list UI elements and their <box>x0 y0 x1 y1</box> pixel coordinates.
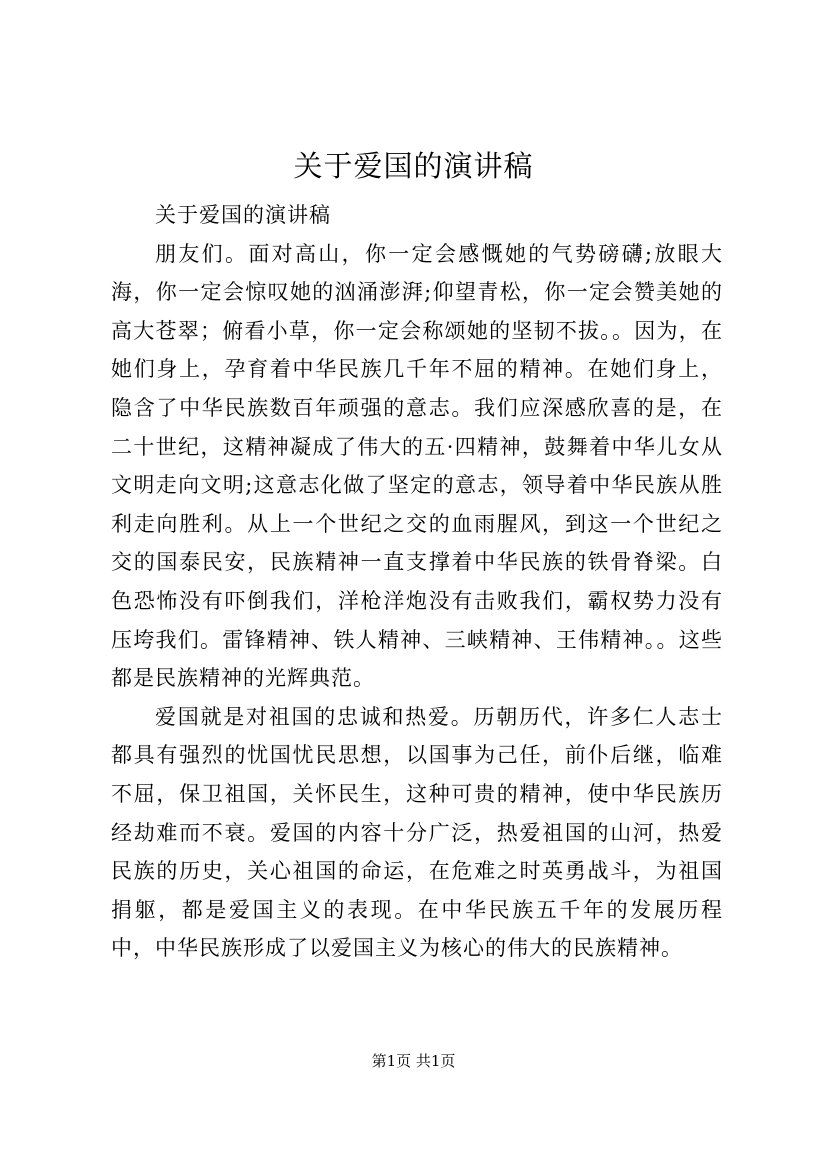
page-footer: 第1页 共1页 <box>371 1052 456 1070</box>
document-body <box>111 196 723 968</box>
paragraph: 朋友们。面对高山，你一定会感慨她的气势磅礴;放眼大海，你一定会惊叹她的汹涌澎湃;仰望青松，你一定会赞美她的高大苍翠；俯看小草，你一定会称颂她的坚韧不拔。。因为，在她们身上，孕育着中华民族几千年不屈的精神。在她们身上，隐含了中华民族数百年顽强的意志。我们应深感欣喜的是，在二十世纪，这精神凝成了伟大的五·四精神，鼓舞着中华儿女从文明走向文明;这意志化做了坚定的意志，领导着中华民族从胜利走向胜利。从上一个世纪之交的血雨腥风，到这一个世纪之交的国泰民安，民族精神一直支撑着中华民族的铁骨脊梁。白色恐怖没有吓倒我们，洋枪洋炮没有击败我们，霸权势力没有压垮我们。雷锋精神、铁人精神、三峡精神、王伟精神。。这些都是民族精神的光辉典范。 <box>111 241 723 691</box>
paragraph: 爱国就是对祖国的忠诚和热爱。历朝历代，许多仁人志士都具有强烈的忧国忧民思想，以国事为己任，前仆后继，临难不屈，保卫祖国，关怀民生，这种可贵的精神，使中华民族历经劫难而不衰。爱国的内容十分广泛，热爱祖国的山河，热爱民族的历史，关心祖国的命运，在危难之时英勇战斗，为祖国捐躯，都是爱国主义的表现。在中华民族五千年的发展历程中，中华民族形成了以爱国主义为核心的伟大的民族精神。 <box>111 704 723 961</box>
document-title: 关于爱国的演讲稿 <box>293 149 534 183</box>
paragraph-subtitle: 关于爱国的演讲稿 <box>155 203 331 227</box>
